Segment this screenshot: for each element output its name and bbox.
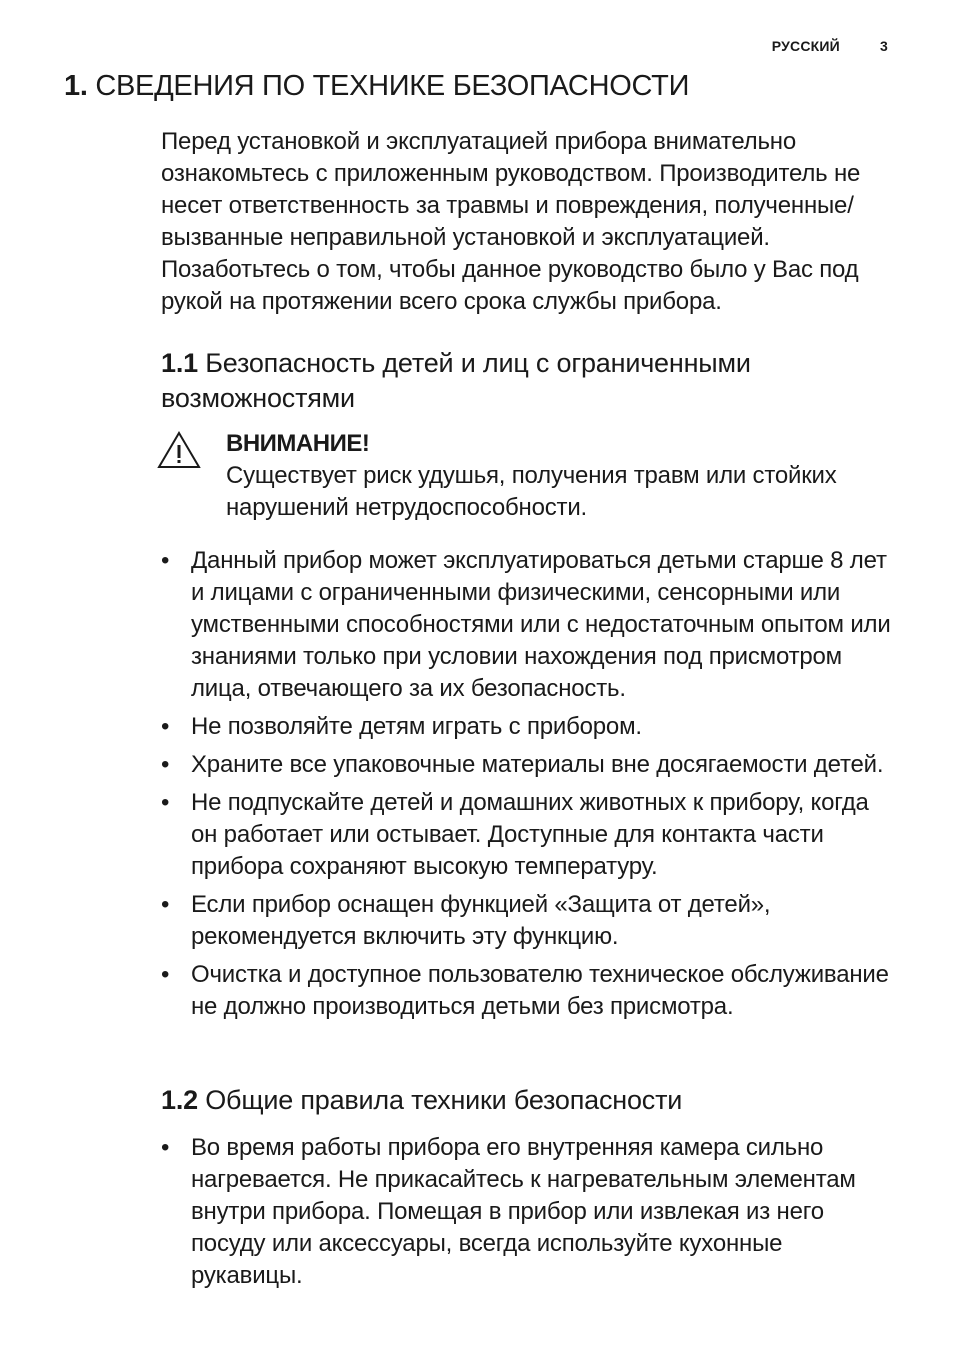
list-item: • Данный прибор может эксплуатироваться детьми старше 8 лет и лицами с ограниченными физическими, сенсорными или умственными способностями или с недостаточным опытом или знаниями только при условии нахождения под присмотром лица, отвечающего за их безопасность. <box>161 545 893 705</box>
warning-title: ВНИМАНИЕ! <box>226 430 370 457</box>
language-label: РУССКИЙ <box>771 38 840 54</box>
subsection-1-2-title <box>161 1083 861 1118</box>
subsection-1-2-bullets <box>161 1132 893 1298</box>
subsection-1-2-text: Общие правила техники безопасности <box>205 1085 683 1115</box>
subsection-1-1-bullets <box>161 545 893 1029</box>
list-item: • Храните все упаковочные материалы вне досягаемости детей. <box>161 749 893 781</box>
subsection-1-1-number: 1.1 <box>161 348 198 378</box>
subsection-1-1-text: Безопасность детей и лиц с ограниченными возможностями <box>161 348 751 413</box>
running-header <box>772 38 888 54</box>
intro-paragraph: Перед установкой и эксплуатацией прибора внимательно ознакомьтесь с приложенным руководством. Производитель не несет ответственность за травмы и повреждения, полученные/вызванные неправильной установкой и эксплуатацией. Позаботьтесь о том, чтобы данное руководство было у Вас под рукой на протяжении всего срока службы прибора. <box>161 128 861 315</box>
list-item: • Во время работы прибора его внутренняя камера сильно нагревается. Не прикасайтесь к нагревательным элементам внутри прибора. Помещая в прибор или извлекая из него посуду или аксессуары, всегда используйте кухонные рукавицы. <box>161 1132 893 1292</box>
warning-text: Существует риск удушья, получения травм или стойких нарушений нетрудоспособности. <box>226 462 837 521</box>
list-item: • Если прибор оснащен функцией «Защита от детей», рекомендуется включить эту функцию. <box>161 889 893 953</box>
warning-triangle-icon <box>157 430 201 470</box>
subsection-1-2-number: 1.2 <box>161 1085 198 1115</box>
warning-block <box>157 426 897 526</box>
list-item: • Не позволяйте детям играть с прибором. <box>161 711 893 743</box>
list-item: • Не подпускайте детей и домашних животных к прибору, когда он работает или остывает. Доступные для контакта части прибора сохраняют высокую температуру. <box>161 787 893 883</box>
subsection-1-1-title <box>161 346 861 416</box>
page-number: 3 <box>880 38 888 54</box>
section-title <box>64 70 689 103</box>
list-item: • Очистка и доступное пользователю техническое обслуживание не должно производиться детьми без присмотра. <box>161 959 893 1023</box>
section-number: 1. <box>64 70 88 102</box>
section-title-text: СВЕДЕНИЯ ПО ТЕХНИКЕ БЕЗОПАСНОСТИ <box>95 70 690 102</box>
